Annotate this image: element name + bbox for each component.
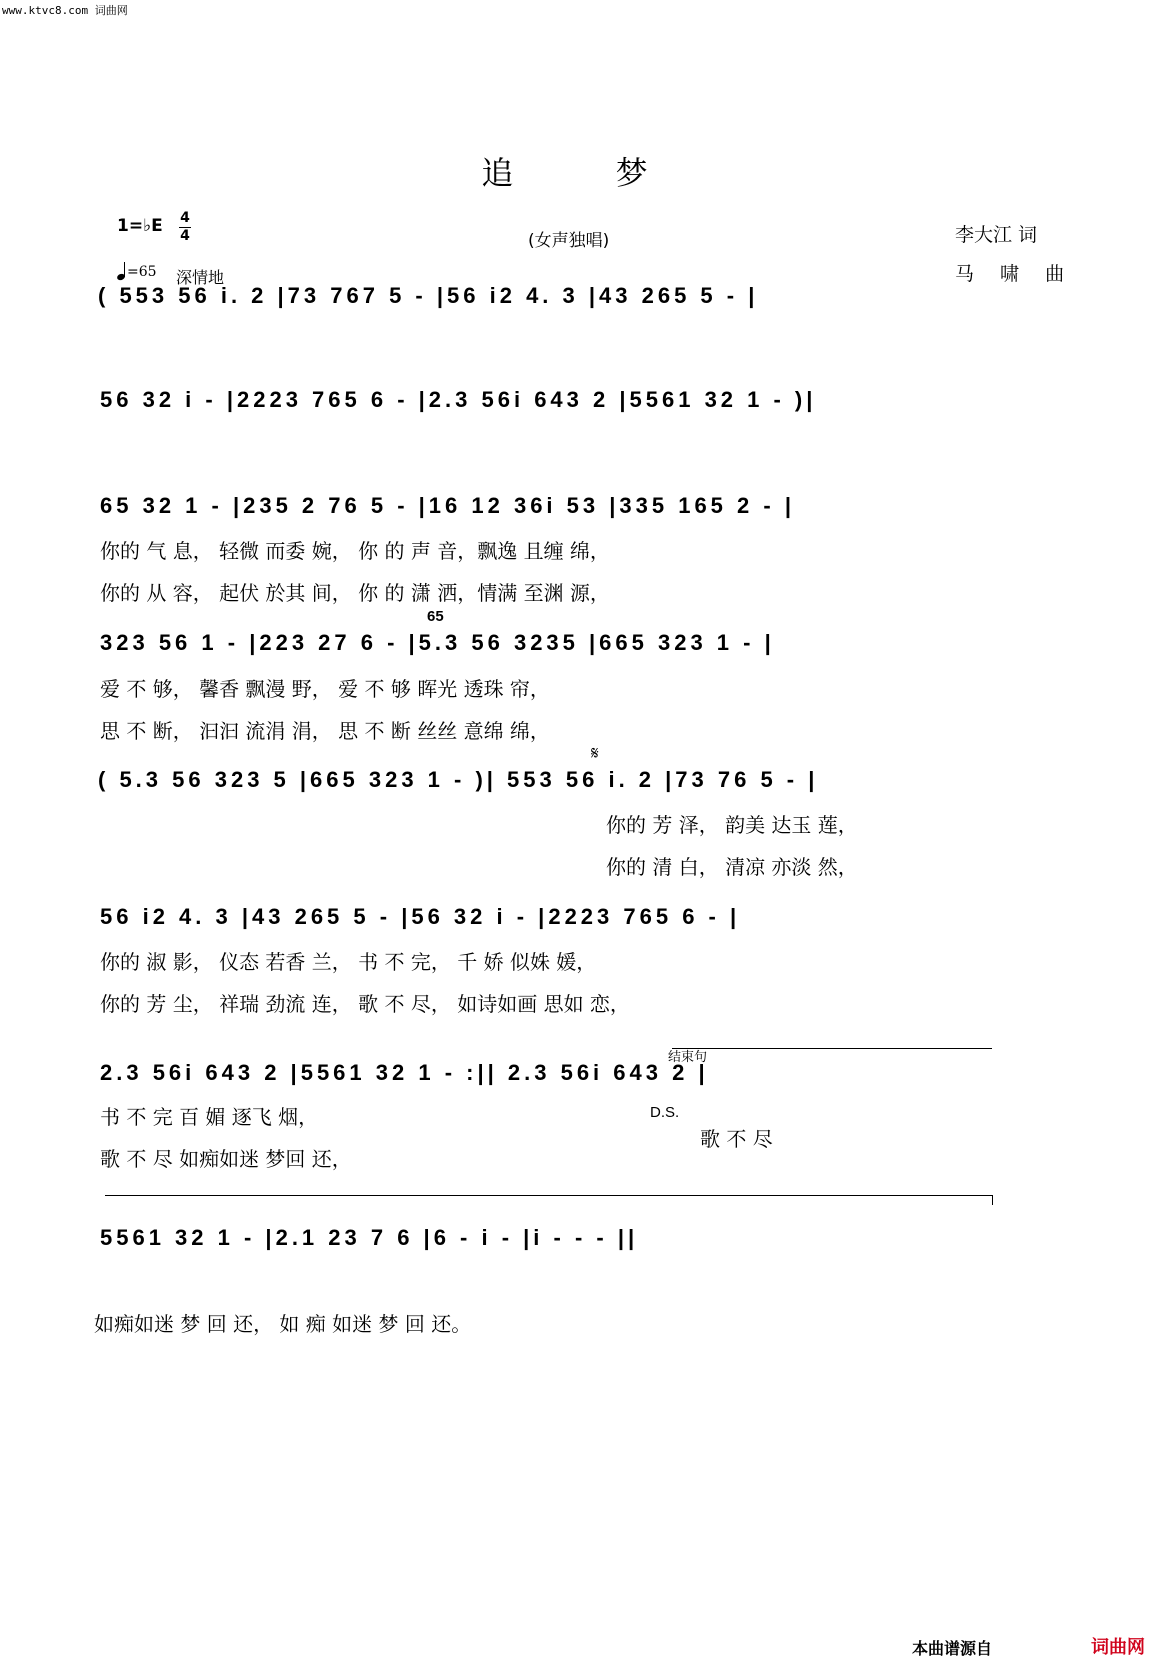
music-line-3: 65 32 1 - |235 2 76 5 - |16 12 36i 53 |335 165 2 - | xyxy=(100,493,795,518)
music-line-1: ( 553 56 i. 2 |73 767 5 - |56 i2 4. 3 |43 265 5 - | xyxy=(98,283,759,308)
key-signature: 1=♭E xyxy=(117,216,163,236)
lyric-line-6a: 你的 淑 影， 仪态 若香 兰， 书 不 完， 千 娇 似姝 媛， xyxy=(100,950,597,974)
song-title: 追 梦 xyxy=(481,154,694,192)
lyric-line-9: 如痴如迷 梦 回 还， 如 痴 如迷 梦 回 还。 xyxy=(94,1312,472,1336)
lyric-line-4b: 思 不 断， 汩汩 流涓 涓， 思 不 断 丝丝 意绵 绵， xyxy=(100,719,550,743)
composer-credit: 马 啸 曲 xyxy=(955,263,1075,285)
lyric-line-3a: 你的 气 息， 轻微 而委 婉， 你 的 声 音，飘逸 且缠 绵， xyxy=(100,539,610,563)
music-line-5: ( 5.3 56 323 5 |665 323 1 - )| 553 56 i. 2 |73 76 5 - | xyxy=(98,767,819,792)
lyric-line-4a: 爱 不 够， 馨香 飘漫 野， 爱 不 够 晖光 透珠 帘， xyxy=(100,677,550,701)
ending-bracket-tick xyxy=(992,1195,993,1205)
music-line-6: 56 i2 4. 3 |43 265 5 - |56 32 i - |2223 765 6 - | xyxy=(100,904,741,929)
lyricist-credit: 李大江 词 xyxy=(955,224,1038,246)
tempo-marking xyxy=(117,262,157,280)
ending-bracket-line xyxy=(105,1195,993,1196)
performer-note: (女声独唱) xyxy=(528,231,610,251)
site-watermark: www.ktvc8.com 词曲网 xyxy=(2,4,128,17)
music-line-4: 323 56 1 - |223 27 6 - |5.3 56 3235 |665 323 1 - | xyxy=(100,630,775,655)
footer-source-text: 本曲谱源自 xyxy=(911,1639,992,1658)
music-line-7: 2.3 56i 643 2 |5561 32 1 - :|| 2.3 56i 643 2 | xyxy=(100,1060,709,1085)
lyric-line-3b: 你的 从 容， 起伏 於其 间， 你 的 潇 洒，情满 至渊 源， xyxy=(100,581,610,605)
lyric-line-6b: 你的 芳 尘， 祥瑞 劲流 连， 歌 不 尽， 如诗如画 思如 恋， xyxy=(100,992,630,1016)
expression-marking: 深情地 xyxy=(176,268,225,287)
lyric-line-5a: 你的 芳 泽， 韵美 达玉 莲， xyxy=(606,813,858,837)
music-line-8: 5561 32 1 - |2.1 23 7 6 |6 - i - |i - - - || xyxy=(100,1225,639,1250)
coda-bracket-line xyxy=(672,1048,992,1049)
lyric-line-7b: 歌 不 尽 如痴如迷 梦回 还， xyxy=(100,1147,352,1171)
time-signature-top: 4 xyxy=(180,210,190,226)
coda-label: 结束句 xyxy=(668,1049,708,1064)
quarter-note-icon xyxy=(117,262,125,280)
ds-marking: D.S. xyxy=(650,1104,680,1121)
tempo-value: =65 xyxy=(127,264,157,280)
grace-notes: 65 xyxy=(427,608,444,625)
time-signature-bottom: 4 xyxy=(180,228,190,244)
lyric-line-7a: 书 不 完 百 媚 逐飞 烟， xyxy=(100,1105,319,1129)
music-line-2: 56 32 i - |2223 765 6 - |2.3 56i 643 2 |5561 32 1 - )| xyxy=(100,387,817,412)
footer-logo[interactable]: 词曲网 xyxy=(1091,1637,1145,1658)
time-signature xyxy=(179,211,191,244)
lyric-line-5b: 你的 清 白， 清凉 亦淡 然， xyxy=(606,855,858,879)
segno-sign: 𝄋 xyxy=(591,743,599,764)
lyric-line-7-ending: 歌 不 尽 xyxy=(700,1127,773,1151)
